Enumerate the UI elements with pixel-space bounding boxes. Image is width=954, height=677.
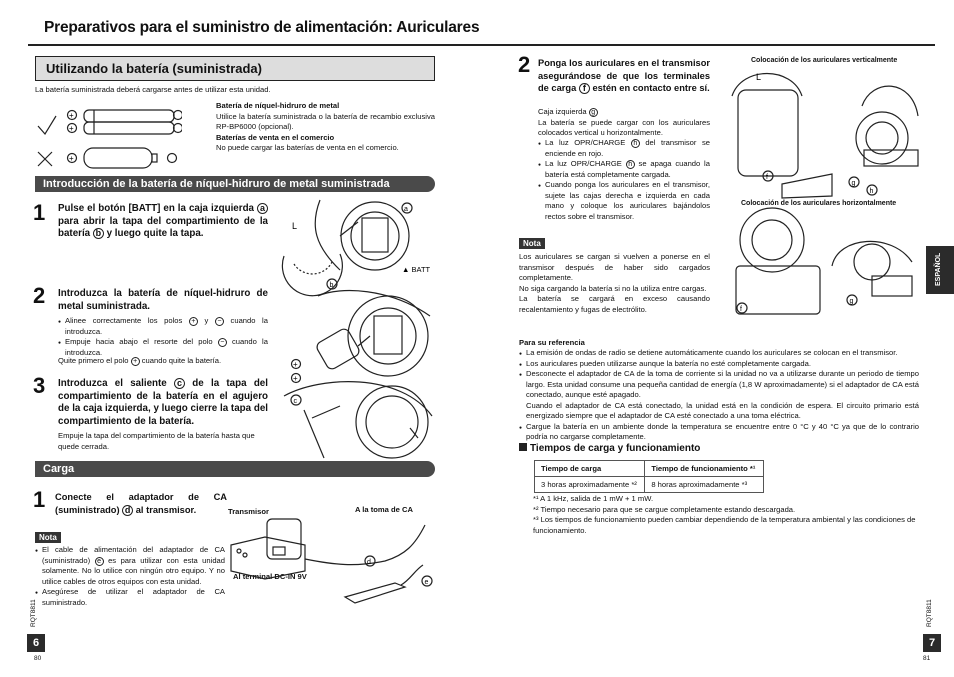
table-cell: 8 horas aproximadamente *³: [645, 477, 764, 493]
list-item: ● Desconecte el adaptador de CA de la toma de corriente si la unidad no va a utilizarse durante un periodo de tiempo largo. Esta unidad consume una pequeña cantidad de energía (1,8 W aproximadamente) si el adaptador de CA está conectado, aunque esté apagado. Cuando el adaptador de CA está conectado, la unidad está en la condición de espera. El circuito primario está energizado siempre que el adaptador de CA esté conectado a una toma eléctrica.: [519, 369, 919, 422]
label-L: L: [756, 72, 762, 82]
step-number: 2: [33, 283, 46, 308]
section-title-introduccion: Introducción de la batería de níquel-hidruro de metal suministrada: [35, 176, 435, 192]
doc-code-right: RQT8811: [926, 599, 933, 627]
page-number-right: 7: [923, 634, 941, 652]
doc-code-left: RQT8811: [30, 599, 37, 627]
table-header: Tiempo de carga: [535, 461, 645, 477]
svg-text:+: +: [293, 374, 298, 383]
footnotes: *¹ A 1 kHz, salida de 1 mW + 1 mW. *² Tiempo necesario para que se cargue completamente estando descargada. *³ Los tiempos de funcionamiento pueden cambiar dependiendo de la temperatura ambiental y las condiciones de funcionamiento.: [533, 494, 916, 535]
list-item: ● La luz OPR/CHARGE h del transmisor se enciende en rojo.: [538, 138, 710, 159]
svg-text:+: +: [69, 111, 74, 120]
step1-text: Pulse el botón [BATT] en la caja izquierda a para abrir la tapa del compartimiento de la batería b y luego quite la tapa.: [58, 203, 268, 240]
label-L: L: [292, 221, 298, 231]
fig-label-dcin: Al terminal DC-IN 9V: [233, 572, 307, 581]
title-divider: [28, 44, 935, 46]
table-row: [535, 461, 764, 477]
charge-bullets: [538, 138, 710, 222]
label-b: b: [329, 282, 334, 289]
section-title-carga: Carga: [35, 461, 435, 477]
tiempos-heading: Tiempos de carga y funcionamiento: [519, 443, 700, 454]
fig-caption-horizontal: Colocación de los auriculares horizontalmente: [741, 200, 897, 207]
charge-time-table: [534, 460, 764, 493]
list-item: ● El cable de alimentación del adaptador de CA (suministrado) e es para utilizar con esta unidad solamente. No lo utilice con ningún otro equipo. Y no utilice cables de otros equipos con esta unidad.: [35, 545, 225, 587]
step2-text: Introduzca la batería de níquel-hidruro de metal suministrada.: [58, 288, 268, 312]
list-item: ● La luz OPR/CHARGE h se apaga cuando la batería está completamente cargada.: [538, 159, 710, 180]
headphones-charging-illustration: [722, 66, 922, 326]
right-nota-text: Los auriculares se cargan si vuelven a ponerse en el transmisor después de haber sido cargados completamente. No siga cargando la batería si no la utiliza entre cargas. La batería se cargará en exceso causando recalentamiento y fugas de electrólito.: [519, 252, 710, 314]
step2-bullets: [58, 316, 268, 358]
label-d: d: [367, 559, 371, 566]
plus-icon: +: [189, 317, 198, 326]
page-number-left: 6: [27, 634, 45, 652]
minus-icon: −: [218, 338, 227, 347]
list-item: ● Los auriculares pueden utilizarse aunque la batería no esté completamente cargada.: [519, 359, 919, 370]
callout-h-icon: h: [631, 139, 640, 148]
nota-badge: Nota: [35, 532, 61, 543]
caja-block: Caja izquierda g La batería se puede cargar con los auriculares colocados vertical u horizontalmente.: [538, 107, 710, 137]
label-e: e: [424, 579, 429, 586]
table-cell: 3 horas aproximadamente *²: [535, 477, 645, 493]
callout-b-icon: b: [93, 228, 104, 239]
language-tab: ESPAÑOL: [926, 246, 954, 294]
battery-ok-heading: Batería de níquel-hidruro de metal: [216, 101, 340, 110]
page-title: Preparativos para el suministro de alimentación: Auriculares: [44, 19, 480, 36]
callout-e-icon: e: [95, 557, 104, 566]
battery-ng-icon: [84, 148, 157, 168]
fig-caption-vertical: Colocación de los auriculares verticalmente: [751, 57, 898, 64]
callout-c-icon: c: [174, 378, 185, 389]
step-number: 1: [33, 200, 46, 225]
list-item: ● Cargue la batería en un ambiente donde la temperatura se encuentre entre 0 °C y 40 °C ya que de lo contrario podría no cargarse completamente.: [519, 422, 919, 443]
fig-label-transmisor: Transmisor: [228, 507, 269, 516]
list-item: ● La emisión de ondas de radio se detiene automáticamente cuando los auriculares se colocan en el transmisor.: [519, 348, 919, 359]
callout-a-icon: a: [257, 203, 268, 214]
battery-ng-heading: Baterías de venta en el comercio: [216, 132, 335, 142]
label-c: c: [293, 398, 297, 405]
square-icon: [519, 443, 527, 451]
battery-ok-text: Utilice la batería suministrada o la batería de recambio exclusiva RP-BP6000 (opcional).: [216, 111, 435, 131]
label-h: h: [869, 188, 874, 195]
svg-text:+: +: [69, 154, 74, 163]
section-title-bateria: Utilizando la batería (suministrada): [35, 56, 435, 81]
label-g: g: [849, 298, 854, 305]
svg-text:+: +: [293, 360, 298, 369]
callout-g-icon: g: [589, 108, 598, 117]
check-icon: [38, 116, 56, 134]
table-header: Tiempo de funcionamiento *¹: [645, 461, 764, 477]
charge-step2-text: Ponga los auriculares en el transmisor asegurándose de que los terminales de carga f estén en contacto entre sí.: [538, 58, 710, 94]
plus-icon: +: [131, 357, 140, 366]
carga-nota-list: [35, 545, 225, 608]
list-item: ● Asegúrese de utilizar el adaptador de CA suministrado.: [35, 587, 225, 608]
label-g: g: [851, 180, 856, 187]
step3-text: Introduzca el saliente c de la tapa del compartimiento de la batería en el agujero de la caja izquierda, y luego cierre la tapa del compartimiento de la batería.: [58, 378, 268, 427]
fig-label-toma: A la toma de CA: [355, 505, 413, 514]
step-number: 1: [33, 487, 46, 512]
intro-text: La batería suministrada deberá cargarse antes de utilizar esta unidad.: [35, 85, 271, 94]
cross-icon: [38, 152, 52, 166]
callout-h-icon: h: [626, 160, 635, 169]
ref-heading: Para su referencia: [519, 338, 585, 347]
table-row: [535, 477, 764, 493]
sheet-number-right: 81: [923, 655, 931, 662]
svg-text:+: +: [69, 124, 74, 133]
step-number: 3: [33, 373, 46, 398]
ref-list: [519, 348, 919, 443]
step-number: 2: [518, 52, 531, 77]
callout-d-icon: d: [122, 505, 133, 516]
label-f: f: [740, 306, 742, 313]
label-batt: ▲ BATT: [402, 265, 431, 274]
battery-ng-text: No puede cargar las baterías de venta en el comercio.: [216, 143, 399, 152]
list-item: ● Cuando ponga los auriculares en el transmisor, sujete las cajas derecha e izquierda en cada mano y coloque los auriculares bajándolos rectos sobre el transmisor.: [538, 180, 710, 222]
label-a: a: [404, 206, 408, 213]
step2-note: Quite primero el polo + cuando quite la batería.: [58, 356, 222, 365]
step3-note: Empuje la tapa del compartimiento de la batería hasta que quede cerrada.: [58, 431, 255, 451]
battery-compartment-illustration: [280, 196, 440, 461]
label-f: f: [766, 174, 768, 181]
adapter-illustration: [225, 515, 435, 605]
callout-f-icon: f: [579, 83, 590, 94]
battery-ok-block: [216, 101, 435, 154]
list-item: ● Alinee correctamente los polos + y − cuando la introduzca.: [58, 316, 268, 337]
carga-step1-text: Conecte el adaptador de CA (suministrado) d al transmisor.: [55, 492, 227, 515]
battery-illustration: [32, 104, 182, 174]
battery-ok-icon: [84, 110, 174, 134]
nota-badge: Nota: [519, 238, 545, 249]
list-item: ● Empuje hacia abajo el resorte del polo − cuando la introduzca.: [58, 337, 268, 358]
minus-icon: −: [215, 317, 224, 326]
sheet-number-left: 80: [34, 655, 42, 662]
